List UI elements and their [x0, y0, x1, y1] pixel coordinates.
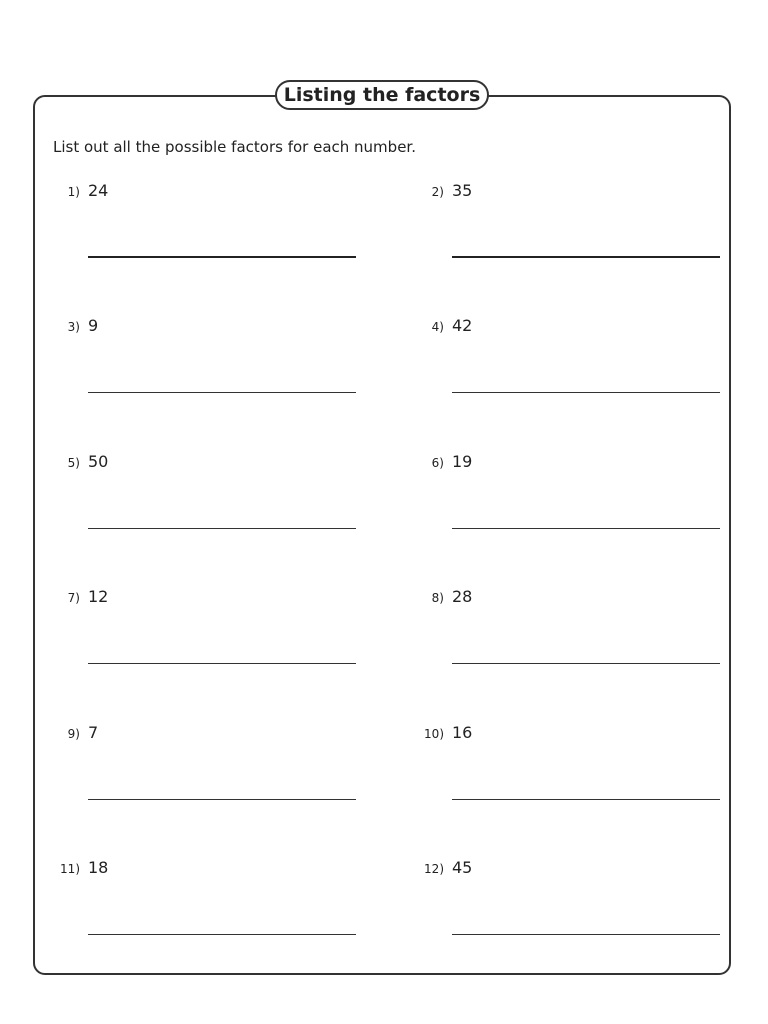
problem-number: 8) — [431, 591, 444, 605]
problem-number: 1) — [67, 185, 80, 199]
problem-5 — [40, 452, 380, 552]
problem-2 — [404, 181, 744, 281]
problem-value: 12 — [88, 587, 109, 606]
answer-line[interactable] — [452, 528, 720, 529]
problem-6 — [404, 452, 744, 552]
answer-line[interactable] — [88, 256, 356, 258]
answer-line[interactable] — [88, 528, 356, 529]
answer-line[interactable] — [452, 934, 720, 935]
problem-number: 6) — [431, 456, 444, 470]
problem-number: 10) — [424, 727, 444, 741]
problem-number: 9) — [67, 727, 80, 741]
problem-value: 42 — [452, 316, 473, 335]
problem-value: 50 — [88, 452, 109, 471]
problem-number: 2) — [431, 185, 444, 199]
answer-line[interactable] — [88, 799, 356, 800]
answer-line[interactable] — [88, 663, 356, 664]
problem-12 — [404, 858, 744, 958]
problem-value: 9 — [88, 316, 99, 335]
problem-number: 7) — [67, 591, 80, 605]
problem-value: 16 — [452, 723, 473, 742]
answer-line[interactable] — [88, 934, 356, 935]
answer-line[interactable] — [452, 799, 720, 800]
answer-line[interactable] — [88, 392, 356, 393]
problem-number: 5) — [67, 456, 80, 470]
problem-value: 19 — [452, 452, 473, 471]
answer-line[interactable] — [452, 663, 720, 664]
problem-value: 28 — [452, 587, 473, 606]
problem-value: 45 — [452, 858, 473, 877]
answer-line[interactable] — [452, 392, 720, 393]
problem-number: 3) — [67, 320, 80, 334]
problem-3 — [40, 316, 380, 416]
problem-4 — [404, 316, 744, 416]
answer-line[interactable] — [452, 256, 720, 258]
problem-value: 7 — [88, 723, 99, 742]
problem-number: 4) — [431, 320, 444, 334]
problem-8 — [404, 587, 744, 687]
problem-1 — [40, 181, 380, 281]
problem-9 — [40, 723, 380, 823]
worksheet-title: Listing the factors — [283, 84, 481, 106]
problem-11 — [40, 858, 380, 958]
problem-number: 11) — [60, 862, 80, 876]
problem-value: 35 — [452, 181, 473, 200]
worksheet-instructions: List out all the possible factors for each number. — [53, 138, 416, 156]
problem-value: 24 — [88, 181, 109, 200]
problem-number: 12) — [424, 862, 444, 876]
worksheet-title-pill — [275, 80, 489, 110]
problem-10 — [404, 723, 744, 823]
problem-7 — [40, 587, 380, 687]
problem-value: 18 — [88, 858, 109, 877]
